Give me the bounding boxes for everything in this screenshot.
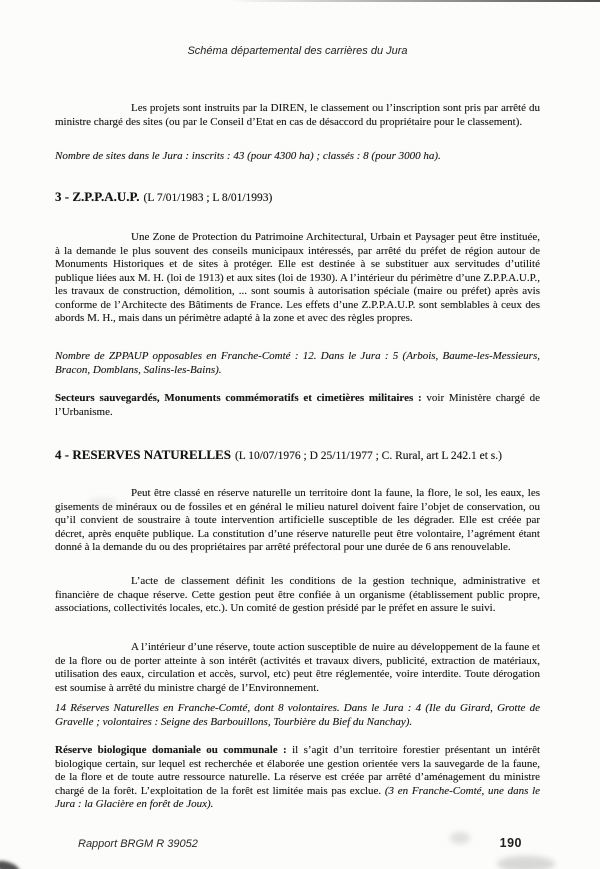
reserves-paragraph-2: L’acte de classement définit les conditions de la gestion technique, administrative et financière de chaque réserve. Cette gestion peut être confiée à un organisme (établissement public propre, associations, collectivités locales, etc.). Un comité de gestion présidé par le préfet en assure le suivi. [55, 575, 540, 614]
secteurs-sauvegardes-paragraph [55, 392, 540, 419]
secteurs-rest: voir Ministère chargé de l’Urbanisme. [55, 392, 540, 418]
reserve-bio-bold-lead: Réserve biologique domaniale ou communale : [55, 744, 287, 756]
reserve-bio-body: il s’agit d’un territoire forestier présentant un intérêt biologique certain, sur lequel est recherchée et élaborée une gestion orientée vers la sauvegarde de la faune, de la flore et de toute autre ressource naturelle. La réserve est créée par arrêté d’aménagement du ministre chargé de la forêt. L’exploitation de la forêt est limitée mais pas exclue. [55, 744, 541, 797]
scan-artifact-top-edge [228, 0, 600, 2]
reserve-biologique-paragraph [55, 744, 540, 812]
section-number-title: 4 - RESERVES NATURELLES [55, 447, 231, 462]
section-heading-zppaup [55, 189, 540, 205]
page-number: 190 [499, 836, 522, 850]
section-law-refs: (L 10/07/1976 ; D 25/11/1977 ; C. Rural, art L 242.1 et s.) [234, 450, 502, 462]
zppaup-count-note: Nombre de ZPPAUP opposables en Franche-Comté : 12. Dans le Jura : 5 (Arbois, Baume-les-Messieurs, Bracon, Domblans, Salins-les-Bains). [55, 350, 540, 376]
report-reference: Rapport BRGM R 39052 [78, 838, 198, 850]
section-number-title: 3 - Z.P.P.A.U.P. [55, 189, 140, 204]
running-header: Schéma départemental des carrières du Jura [187, 45, 408, 57]
scan-artifact-near-page-number [450, 832, 470, 844]
section-heading-reserves [55, 447, 540, 463]
zppaup-paragraph: Une Zone de Protection du Patrimoine Architectural, Urbain et Paysager peut être instituée, à la demande le plus souvent des conseils municipaux intéressés, par arrêté du préfet de région autour de Monuments Historiques et de sites à protéger. Elle est destinée à se substituer aux servitudes d’utilité publique liées aux M. H. (loi de 1913) et aux sites (loi de 1930). A l’intérieur du périmètre d’une Z.P.P.A.U.P., les travaux de construction, démolition, ... sont soumis à autorisation spéciale (maire ou préfet) après avis conforme de l’Architecte des Bâtiments de France. Les effets d’une Z.P.P.A.U.P. sont semblables à ceux des abords M. H., mais dans un périmètre adapté à la zone et avec des règles propres. [55, 231, 540, 324]
scan-artifact-bottom-left-corner [0, 858, 21, 869]
reserves-paragraph-1: Peut être classé en réserve naturelle un territoire dont la faune, la flore, le sol, les eaux, les gisements de minéraux ou de fossiles et en général le milieu naturel doivent faire l’objet de conservation, ou qu’il convient de soustraire à toute intervention artificielle susceptible de les dégrader. Elle est créée par décret, après enquête publique. La constitution d’une réserve naturelle peut être volontaire, l’agrément étant donné à la demande du ou des propriétaires par arrêté préfectoral pour une durée de 6 ans renouvelable. [55, 487, 540, 553]
sites-count-note: Nombre de sites dans le Jura : inscrits : 43 (pour 4300 ha) ; classés : 8 (pour 3000 ha). [55, 150, 441, 162]
reserves-count-note: 14 Réserves Naturelles en Franche-Comté, dont 8 volontaires. Dans le Jura : 4 (Ile du Girard, Grotte de Gravelle ; volontaires : Seigne des Barbouillons, Tourbière du Bief du Nanchay). [55, 702, 540, 728]
section-law-refs: (L 7/01/1983 ; L 8/01/1993) [143, 192, 273, 204]
reserve-bio-italic-tail: (3 en Franche-Comté, une dans le Jura : la Glacière en forêt de Joux). [55, 784, 541, 810]
intro-paragraph: Les projets sont instruits par la DIREN, le classement ou l’inscription sont pris par arrêté du ministre chargé des sites (ou par le Conseil d’Etat en cas de désaccord du propriétaire pour le classement). [55, 102, 540, 128]
reserves-paragraph-3: A l’intérieur d’une réserve, toute action susceptible de nuire au développement de la faune et de la flore ou de porter atteinte à son intérêt (activités et travaux divers, publicité, extraction de matériaux, utilisation des eaux, circulation et accès, survol, etc) peut être réglementée, voire interdite. Toute dérogation est soumise à arrêté du ministre chargé de l’Environnement. [55, 641, 540, 694]
scan-artifact-mid-page [88, 498, 118, 508]
secteurs-bold-lead: Secteurs sauvegardés, Monuments commémoratifs et cimetières militaires : [55, 392, 422, 404]
scan-artifact-bottom-right [497, 856, 555, 869]
